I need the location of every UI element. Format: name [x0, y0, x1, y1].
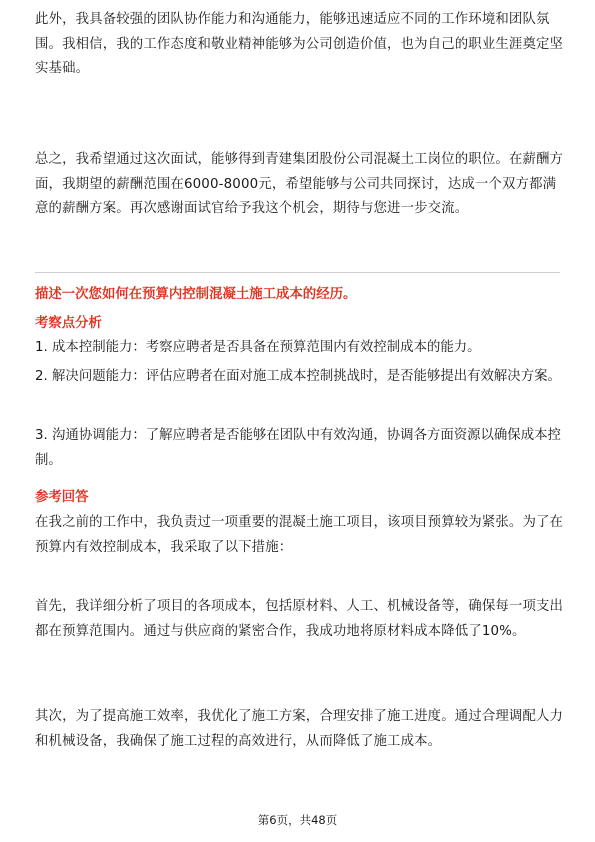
answer-heading: 参考回答 — [35, 490, 89, 505]
answer-paragraph-1: 在我之前的工作中，我负责过一项重要的混凝土施工项目，该项目预算较为紧张。为了在预算内有效控制成本，我采取了以下措施： — [35, 515, 564, 555]
analysis-heading: 考察点分析 — [35, 316, 102, 331]
analysis-item-1: 1. 成本控制能力：考察应聘者是否具备在预算范围内有效控制成本的能力。 — [35, 340, 481, 355]
answer-paragraph-3: 其次，为了提高施工效率，我优化了施工方案，合理安排了施工进度。通过合理调配人力和机械设备，我确保了施工过程的高效进行，从而降低了施工成本。 — [35, 709, 564, 749]
intro-paragraph-1: 此外，我具备较强的团队协作能力和沟通能力，能够迅速适应不同的工作环境和团队氛围。我相信，我的工作态度和敬业精神能够为公司创造价值，也为自己的职业生涯奠定坚实基础。 — [35, 12, 564, 76]
page-number-footer: 第6页，共48页 — [257, 813, 338, 827]
intro-paragraph-2: 总之，我希望通过这次面试，能够得到青建集团股份公司混凝土工岗位的职位。在薪酬方面，我期望的薪酬范围在6000-8000元，希望能够与公司共同探讨，达成一个双方都满意的薪酬方案。再次感谢面试官给予我这个机会，期待与您进一步交流。 — [35, 152, 564, 216]
analysis-item-2: 2. 解决问题能力：评估应聘者在面对施工成本控制挑战时，是否能够提出有效解决方案。 — [35, 369, 561, 384]
answer-paragraph-2: 首先，我详细分析了项目的各项成本，包括原材料、人工、机械设备等，确保每一项支出都在预算范围内。通过与供应商的紧密合作，我成功地将原材料成本降低了10%。 — [35, 599, 564, 639]
analysis-item-3: 3. 沟通协调能力：了解应聘者是否能够在团队中有效沟通，协调各方面资源以确保成本控制。 — [35, 428, 561, 468]
interview-question: 描述一次您如何在预算内控制混凝土施工成本的经历。 — [35, 287, 357, 302]
section-divider — [35, 272, 560, 273]
